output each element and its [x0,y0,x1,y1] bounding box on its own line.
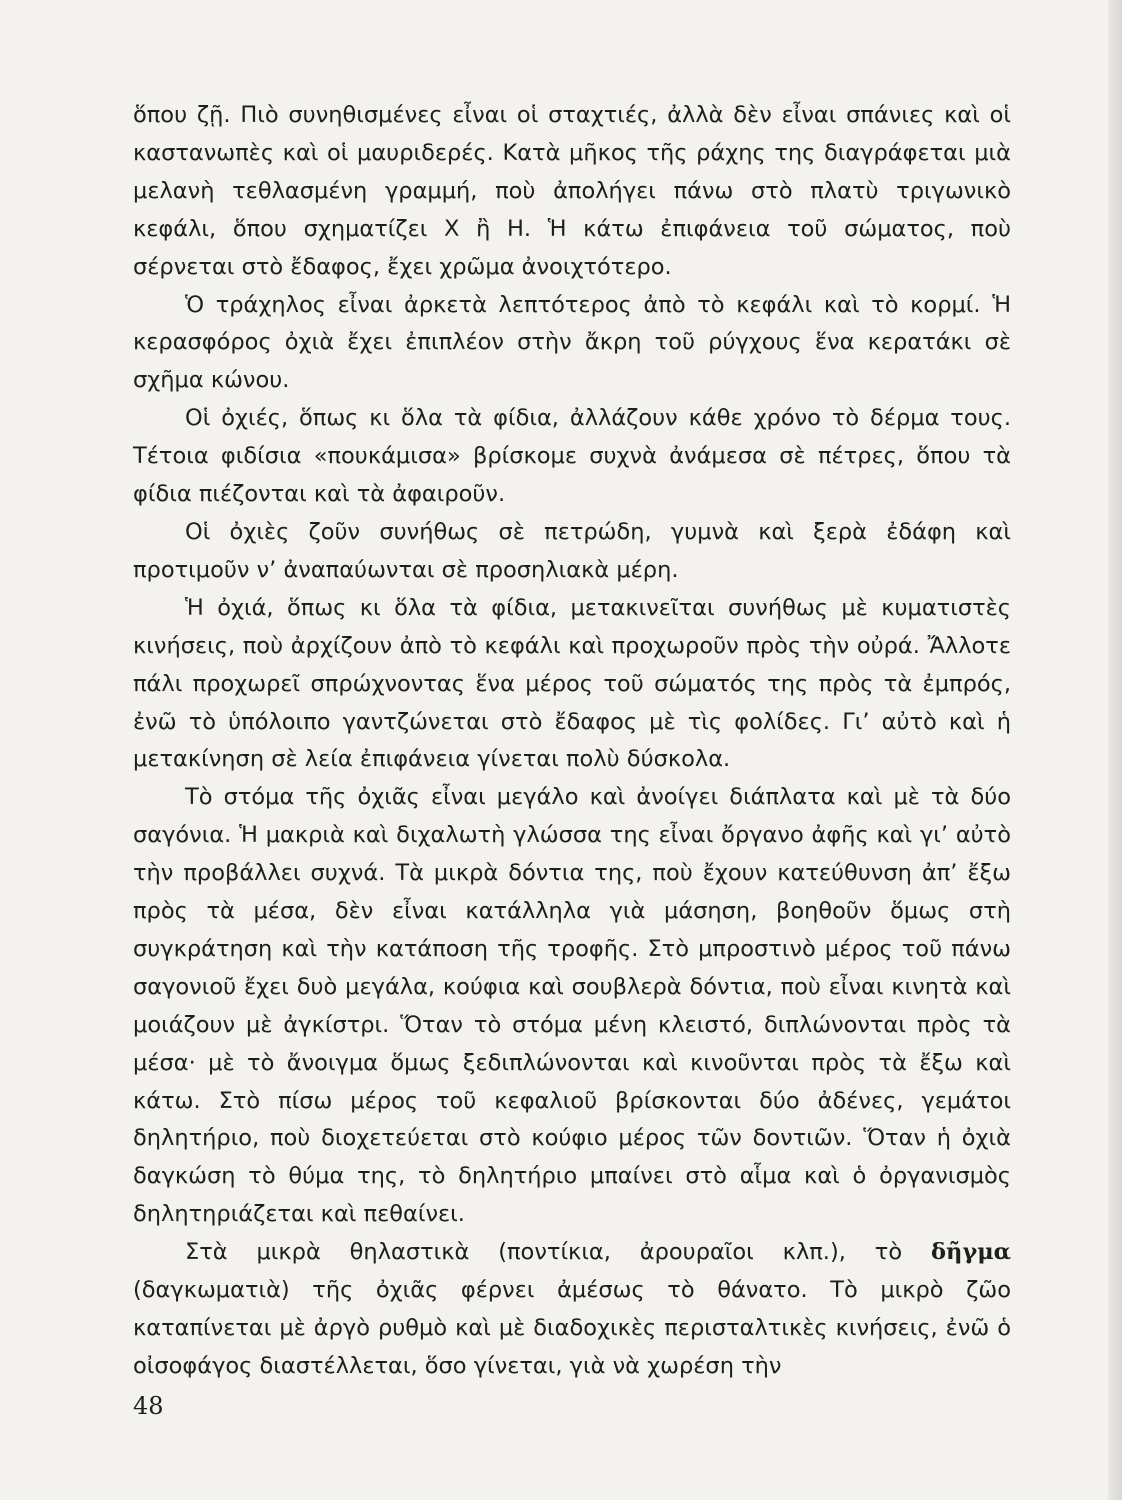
paragraph-7-after: (δαγκωματιὰ) τῆς ὀχιᾶς φέρνει ἀμέσως τὸ θάνατο. Τὸ μικρὸ ζῶο καταπίνεται μὲ ἀργὸ ρυθμὸ καὶ μὲ διαδοχικὲς περισταλτικὲς κινήσεις, ἐνῶ ὁ οἰσοφάγος διαστέλλεται, ὅσο γίνεται, γιὰ νὰ χωρέση τὴν [133,1277,1011,1379]
paragraph-7-before: Στὰ μικρὰ θηλαστικὰ (ποντίκια, ἀρουραῖοι κλπ.), τὸ [185,1239,931,1266]
paragraph-2: Ὁ τράχηλος εἶναι ἀρκετὰ λεπτότερος ἀπὸ τὸ κεφάλι καὶ τὸ κορμί. Ἡ κερασφόρος ὀχιὰ ἔχει ἐπιπλέον στὴν ἄκρη τοῦ ρύγχους ἕνα κερατάκι σὲ σχῆμα κώνου. [133,291,1011,394]
paragraph-1: ὅπου ζῇ. Πιὸ συνηθισμένες εἶναι οἱ σταχτιές, ἀλλὰ δὲν εἶναι σπάνιες καὶ οἱ καστανωπὲς καὶ οἱ μαυριδερές. Κατὰ μῆκος τῆς ράχης της διαγράφεται μιὰ μελανὴ τεθλασμένη γραμμή, ποὺ ἀπολήγει πάνω στὸ πλατὺ τριγωνικὸ κεφάλι, ὅπου σχηματίζει Χ ἢ Η. Ἡ κάτω ἐπιφάνεια τοῦ σώματος, ποὺ σέρνεται στὸ ἔδαφος, ἔχει χρῶμα ἀνοιχτότερο. [133,102,1011,280]
paragraph-5: Ἡ ὀχιά, ὅπως κι ὅλα τὰ φίδια, μετακινεῖται συνήθως μὲ κυματιστὲς κινήσεις, ποὺ ἀρχίζουν ἀπὸ τὸ κεφάλι καὶ προχωροῦν πρὸς τὴν οὐρά. Ἄλλοτε πάλι προχωρεῖ σπρώχνοντας ἕνα μέρος τοῦ σώματός της πρὸς τὰ ἐμπρός, ἐνῶ τὸ ὑπόλοιπο γαντζώνεται στὸ ἔδαφος μὲ τὶς φολίδες. Γι’ αὐτὸ καὶ ἡ μετακίνηση σὲ λεία ἐπιφάνεια γίνεται πολὺ δύσκολα. [133,594,1011,773]
paragraph-7 [133,1234,1011,1386]
paragraph-6: Τὸ στόμα τῆς ὀχιᾶς εἶναι μεγάλο καὶ ἀνοίγει διάπλατα καὶ μὲ τὰ δύο σαγόνια. Ἡ μακριὰ καὶ διχαλωτὴ γλώσσα της εἶναι ὄργανο ἀφῆς καὶ γι’ αὐτὸ τὴν προβάλλει συχνά. Τὰ μικρὰ δόντια της, ποὺ ἔχουν κατεύθυνση ἀπ’ ἔξω πρὸς τὰ μέσα, δὲν εἶναι κατάλληλα γιὰ μάσηση, βοηθοῦν ὅμως στὴ συγκράτηση καὶ τὴν κατάποση τῆς τροφῆς. Στὸ μπροστινὸ μέρος τοῦ πάνω σαγονιοῦ ἔχει δυὸ μεγάλα, κούφια καὶ σουβλερὰ δόντια, ποὺ εἶναι κινητὰ καὶ μοιάζουν μὲ ἀγκίστρι. Ὅταν τὸ στόμα μένη κλειστό, διπλώνονται πρὸς τὰ μέσα· μὲ τὸ ἄνοιγμα ὅμως ξεδιπλώνονται καὶ κινοῦνται πρὸς τὰ ἔξω καὶ κάτω. Στὸ πίσω μέρος τοῦ κεφαλιοῦ βρίσκονται δύο ἀδένες, γεμάτοι δηλητήριο, ποὺ διοχετεύεται στὸ κούφιο μέρος τῶν δοντιῶν. Ὅταν ἡ ὀχιὰ δαγκώση τὸ θύμα της, τὸ δηλητήριο μπαίνει στὸ αἷμα καὶ ὁ ὀργανισμὸς δηλητηριάζεται καὶ πεθαίνει. [133,784,1011,1228]
body-text [133,97,1011,1386]
page-edge [1108,0,1122,1500]
page-number: 48 [133,1392,164,1420]
paragraph-4: Οἱ ὀχιὲς ζοῦν συνήθως σὲ πετρώδη, γυμνὰ καὶ ξερὰ ἐδάφη καὶ προτιμοῦν ν’ ἀναπαύωνται σὲ προσηλιακὰ μέρη. [133,518,1011,583]
bold-term: δῆγμα [930,1239,1011,1266]
paragraph-3: Οἱ ὀχιές, ὅπως κι ὅλα τὰ φίδια, ἀλλάζουν κάθε χρόνο τὸ δέρμα τους. Τέτοια φιδίσια «πουκάμισα» βρίσκομε συχνὰ ἀνάμεσα σὲ πέτρες, ὅπου τὰ φίδια πιέζονται καὶ τὰ ἀφαιροῦν. [133,405,1011,508]
